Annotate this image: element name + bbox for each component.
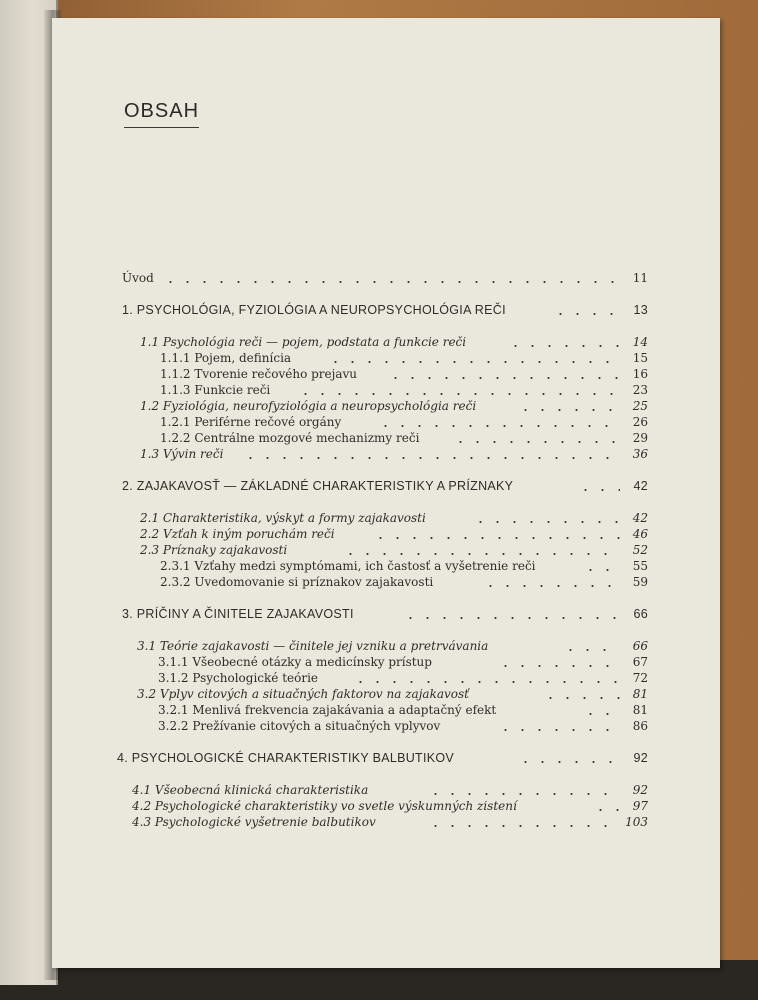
toc-entry-page: 29 [629,430,648,446]
toc-dot-leader [497,718,620,734]
toc-entry-page: 86 [629,718,648,734]
toc-entry-page: 23 [629,382,648,398]
toc-chapter [52,750,720,766]
toc-entry-label: 4.3 Psychologické vyšetrenie balbutikov [132,814,380,830]
toc-subsection [52,670,720,686]
toc-entry-label: 1. PSYCHOLÓGIA, FYZIOLÓGIA A NEUROPSYCHOLÓGIA REČI [122,302,510,318]
toc-entry-label: 3. PRÍČINY A ČINITELE ZAJAKAVOSTI [122,606,358,622]
toc-entry-label: 2.3 Príznaky zajakavosti [140,542,291,558]
toc-entry-label: 2. ZAJAKAVOSŤ — ZÁKLADNÉ CHARAKTERISTIKY A PRÍZNAKY [122,478,517,494]
toc-entry-page: 46 [629,526,648,542]
toc-entry-page: 15 [629,350,648,366]
toc-entry-label: Úvod [122,270,158,286]
toc-chapter [52,606,720,622]
toc-entry-label: 3.2.2 Prežívanie citových a situačných vplyvov [158,718,444,734]
toc-entry-label: 1.1 Psychológia reči — pojem, podstata a funkcie reči [140,334,470,350]
toc-subsection [52,414,720,430]
toc-entry-label: 3.2 Vplyv citových a situačných faktorov na zajakavosť [137,686,473,702]
toc-section [52,686,720,702]
toc-entry-label: 4.1 Všeobecná klinická charakteristika [132,782,372,798]
toc-entry-page: 81 [629,686,648,702]
toc-entry-label: 1.1.1 Pojem, definícia [160,350,295,366]
toc-entry-page: 16 [629,366,648,382]
toc-entry-label: 1.3 Vývin reči [140,446,227,462]
toc-entry-label: 1.2.2 Centrálne mozgové mechanizmy reči [160,430,423,446]
toc-section [52,542,720,558]
toc-dot-leader [517,398,620,414]
toc-entry-label: 3.1.1 Všeobecné otázky a medicínsky prístup [158,654,436,670]
toc-entry-label: 2.3.1 Vzťahy medzi symptómami, ich častosť a vyšetrenie reči [160,558,540,574]
book-page [52,18,720,968]
toc-section [52,782,720,798]
toc-dot-leader [242,446,620,462]
toc-entry-label: 2.2 Vzťah k iným poruchám reči [140,526,339,542]
toc-dot-leader [472,510,620,526]
toc-dot-leader [582,702,620,718]
toc-section [52,798,720,814]
toc-dot-leader [542,686,620,702]
toc-dot-leader [427,782,620,798]
toc-dot-leader [452,430,620,446]
toc-dot-leader [377,414,620,430]
toc-dot-leader [517,750,620,766]
toc-entry-page: 25 [629,398,648,414]
toc-entry-label: 2.3.2 Uvedomovanie si príznakov zajakavosti [160,574,437,590]
toc-section [52,334,720,350]
toc-dot-leader [402,606,620,622]
toc-subsection [52,350,720,366]
toc-dot-leader [592,798,620,814]
toc-entry-page: 103 [621,814,648,830]
toc-entry-page: 14 [629,334,648,350]
toc-dot-leader [497,654,620,670]
toc-dot-leader [327,350,620,366]
toc-subsection [52,558,720,574]
toc-entry [52,270,720,286]
toc-entry-page: 81 [629,702,648,718]
toc-dot-leader [162,270,620,286]
toc-entry-page: 13 [629,302,648,318]
toc-entry-page: 66 [629,638,648,654]
toc-entry-page: 66 [629,606,648,622]
toc-entry-page: 97 [629,798,648,814]
toc-entry-page: 92 [629,782,648,798]
toc-section [52,510,720,526]
toc-dot-leader [427,814,620,830]
toc-entry-page: 67 [629,654,648,670]
toc-entry-label: 3.1.2 Psychologické teórie [158,670,322,686]
toc-dot-leader [342,542,620,558]
toc-subsection [52,382,720,398]
toc-entry-page: 92 [629,750,648,766]
toc-entry-page: 72 [629,670,648,686]
toc-section [52,398,720,414]
toc-entry-label: 1.2 Fyziológia, neurofyziológia a neuropsychológia reči [140,398,480,414]
toc-entry-page: 42 [629,478,648,494]
toc-entry-page: 59 [629,574,648,590]
toc-dot-leader [482,574,620,590]
toc-dot-leader [562,638,620,654]
toc-entry-page: 11 [629,270,648,286]
page-title: OBSAH [124,100,199,128]
toc-dot-leader [297,382,620,398]
toc-entry-page: 36 [629,446,648,462]
toc-dot-leader [552,302,620,318]
toc-entry-label: 4.2 Psychologické charakteristiky vo svetle výskumných zistení [132,798,521,814]
toc-subsection [52,654,720,670]
toc-dot-leader [387,366,620,382]
toc-dot-leader [582,558,620,574]
toc-subsection [52,718,720,734]
toc-entry-page: 42 [629,510,648,526]
toc-entry-label: 4. PSYCHOLOGICKÉ CHARAKTERISTIKY BALBUTIKOV [117,750,458,766]
toc-entry-page: 52 [629,542,648,558]
toc-entry-label: 1.2.1 Periférne rečové orgány [160,414,345,430]
toc-entry-label: 3.2.1 Menlivá frekvencia zajakávania a adaptačný efekt [158,702,500,718]
toc-dot-leader [372,526,620,542]
toc-subsection [52,366,720,382]
toc-section [52,814,720,830]
toc-chapter [52,478,720,494]
toc-subsection [52,574,720,590]
toc-dot-leader [507,334,620,350]
toc-subsection [52,702,720,718]
toc-dot-leader [577,478,620,494]
toc-section [52,638,720,654]
toc-chapter [52,302,720,318]
toc-section [52,526,720,542]
toc-entry-label: 2.1 Charakteristika, výskyt a formy zajakavosti [140,510,430,526]
toc-entry-label: 3.1 Teórie zajakavosti — činitele jej vzniku a pretrvávania [137,638,492,654]
toc-dot-leader [352,670,620,686]
toc-section [52,446,720,462]
toc-entry-page: 55 [629,558,648,574]
toc-entry-label: 1.1.3 Funkcie reči [160,382,274,398]
toc-entry-label: 1.1.2 Tvorenie rečového prejavu [160,366,361,382]
toc-subsection [52,430,720,446]
toc-entry-page: 26 [629,414,648,430]
